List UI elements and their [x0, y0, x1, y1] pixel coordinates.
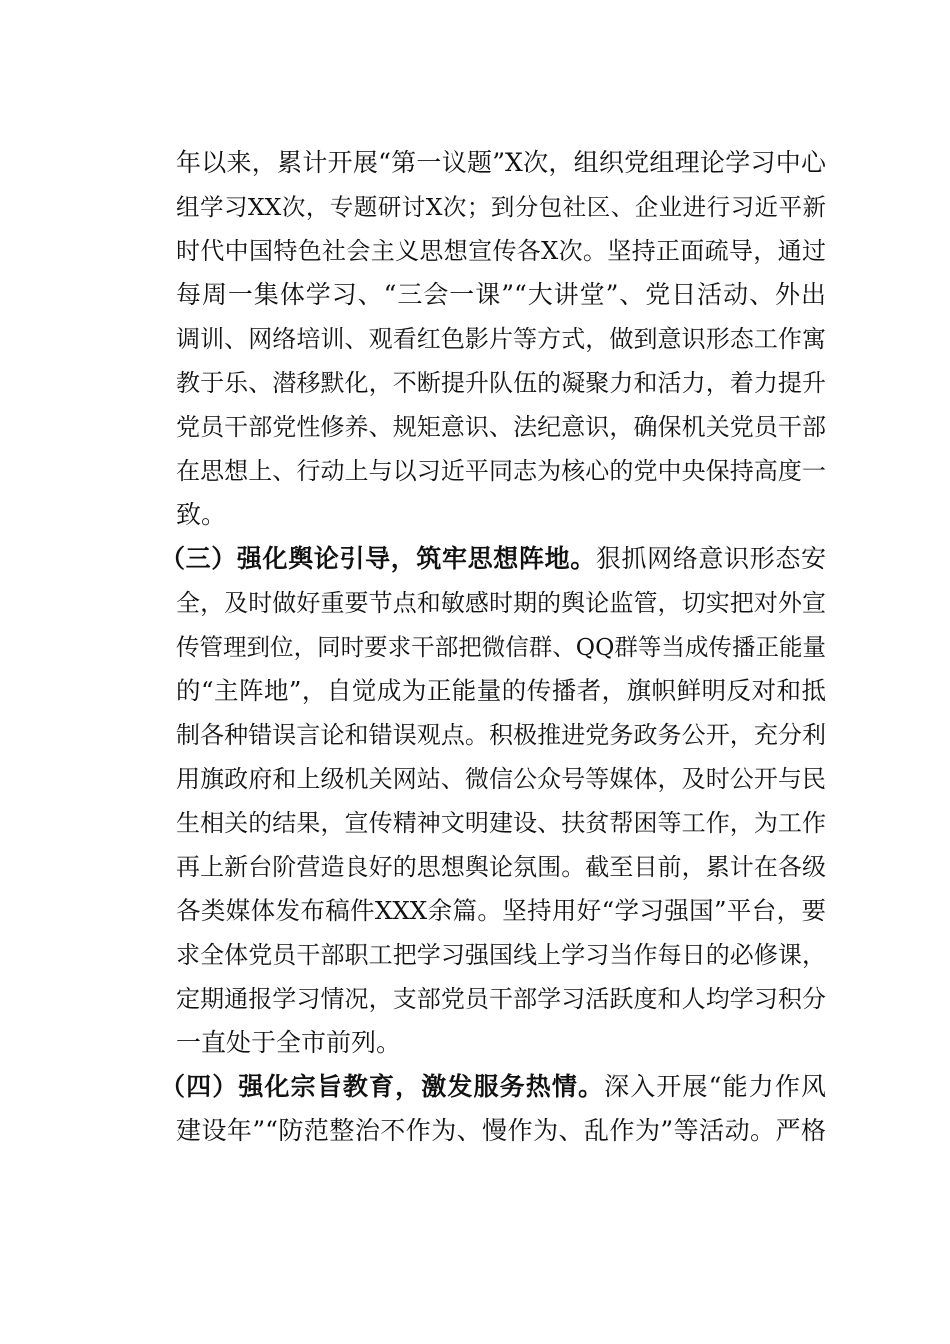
- paragraph-2-line: 一直处于全市前列。: [176, 1028, 402, 1057]
- paragraph-2-line: 传管理到位，同时要求干部把微信群、QQ群等当成传播正能量: [176, 633, 826, 661]
- paragraph-1-line: 致。: [176, 500, 227, 529]
- paragraph-2-line: 定期通报学习情况，支部党员干部学习活跃度和人均学习积分: [176, 985, 826, 1013]
- paragraph-3-first-line: [160, 1072, 826, 1102]
- paragraph-2-line: 求全体党员干部职工把学习强国线上学习当作每日的必修课，: [176, 941, 826, 969]
- paragraph-1-line: 在思想上、行动上与以习近平同志为核心的党中央保持高度一: [176, 457, 826, 485]
- paragraph-2-line: 生相关的结果，宣传精神文明建设、扶贫帮困等工作，为工作: [176, 809, 826, 837]
- paragraph-2-first-line-text: 狠抓网络意识形态安: [595, 544, 826, 573]
- paragraph-2-first-line: [160, 544, 826, 574]
- paragraph-1-line: 每周一集体学习、“三会一课”“大讲堂”、党日活动、外出: [176, 280, 826, 309]
- paragraph-3-line: 建设年”“防范整治不作为、慢作为、乱作为”等活动。严格: [176, 1116, 826, 1145]
- paragraph-1-line: 党员干部党性修养、规矩意识、法纪意识，确保机关党员干部: [176, 413, 826, 441]
- paragraph-1-line: 调训、网络培训、观看红色影片等方式，做到意识形态工作寓: [176, 325, 826, 353]
- paragraph-1-line: 年以来，累计开展“第一议题”X次，组织党组理论学习中心: [176, 148, 826, 177]
- paragraph-2-line: 用旗政府和上级机关网站、微信公众号等媒体，及时公开与民: [176, 765, 826, 793]
- paragraph-2-line: 全，及时做好重要节点和敏感时期的舆论监管，切实把对外宣: [176, 589, 826, 617]
- paragraph-1-line: 组学习XX次，专题研讨X次；到分包社区、企业进行习近平新: [176, 193, 826, 221]
- paragraph-2-line: 各类媒体发布稿件XXX余篇。坚持用好“学习强国”平台，要: [176, 896, 826, 925]
- section-heading-4: （四）强化宗旨教育，激发服务热情。: [160, 1072, 605, 1101]
- paragraph-2-line: 制各种错误言论和错误观点。积极推进党务政务公开，充分利: [176, 721, 826, 749]
- paragraph-2-line: 的“主阵地”，自觉成为正能量的传播者，旗帜鲜明反对和抵: [176, 676, 826, 705]
- paragraph-2-line: 再上新台阶营造良好的思想舆论氛围。截至目前，累计在各级: [176, 853, 826, 881]
- paragraph-1-line: 教于乐、潜移默化，不断提升队伍的凝聚力和活力，着力提升: [176, 369, 826, 397]
- paragraph-1-line: 时代中国特色社会主义思想宣传各X次。坚持正面疏导，通过: [176, 237, 826, 265]
- paragraph-3-first-line-text: 深入开展“能力作风: [604, 1072, 826, 1101]
- section-heading-3: （三）强化舆论引导，筑牢思想阵地。: [160, 544, 596, 573]
